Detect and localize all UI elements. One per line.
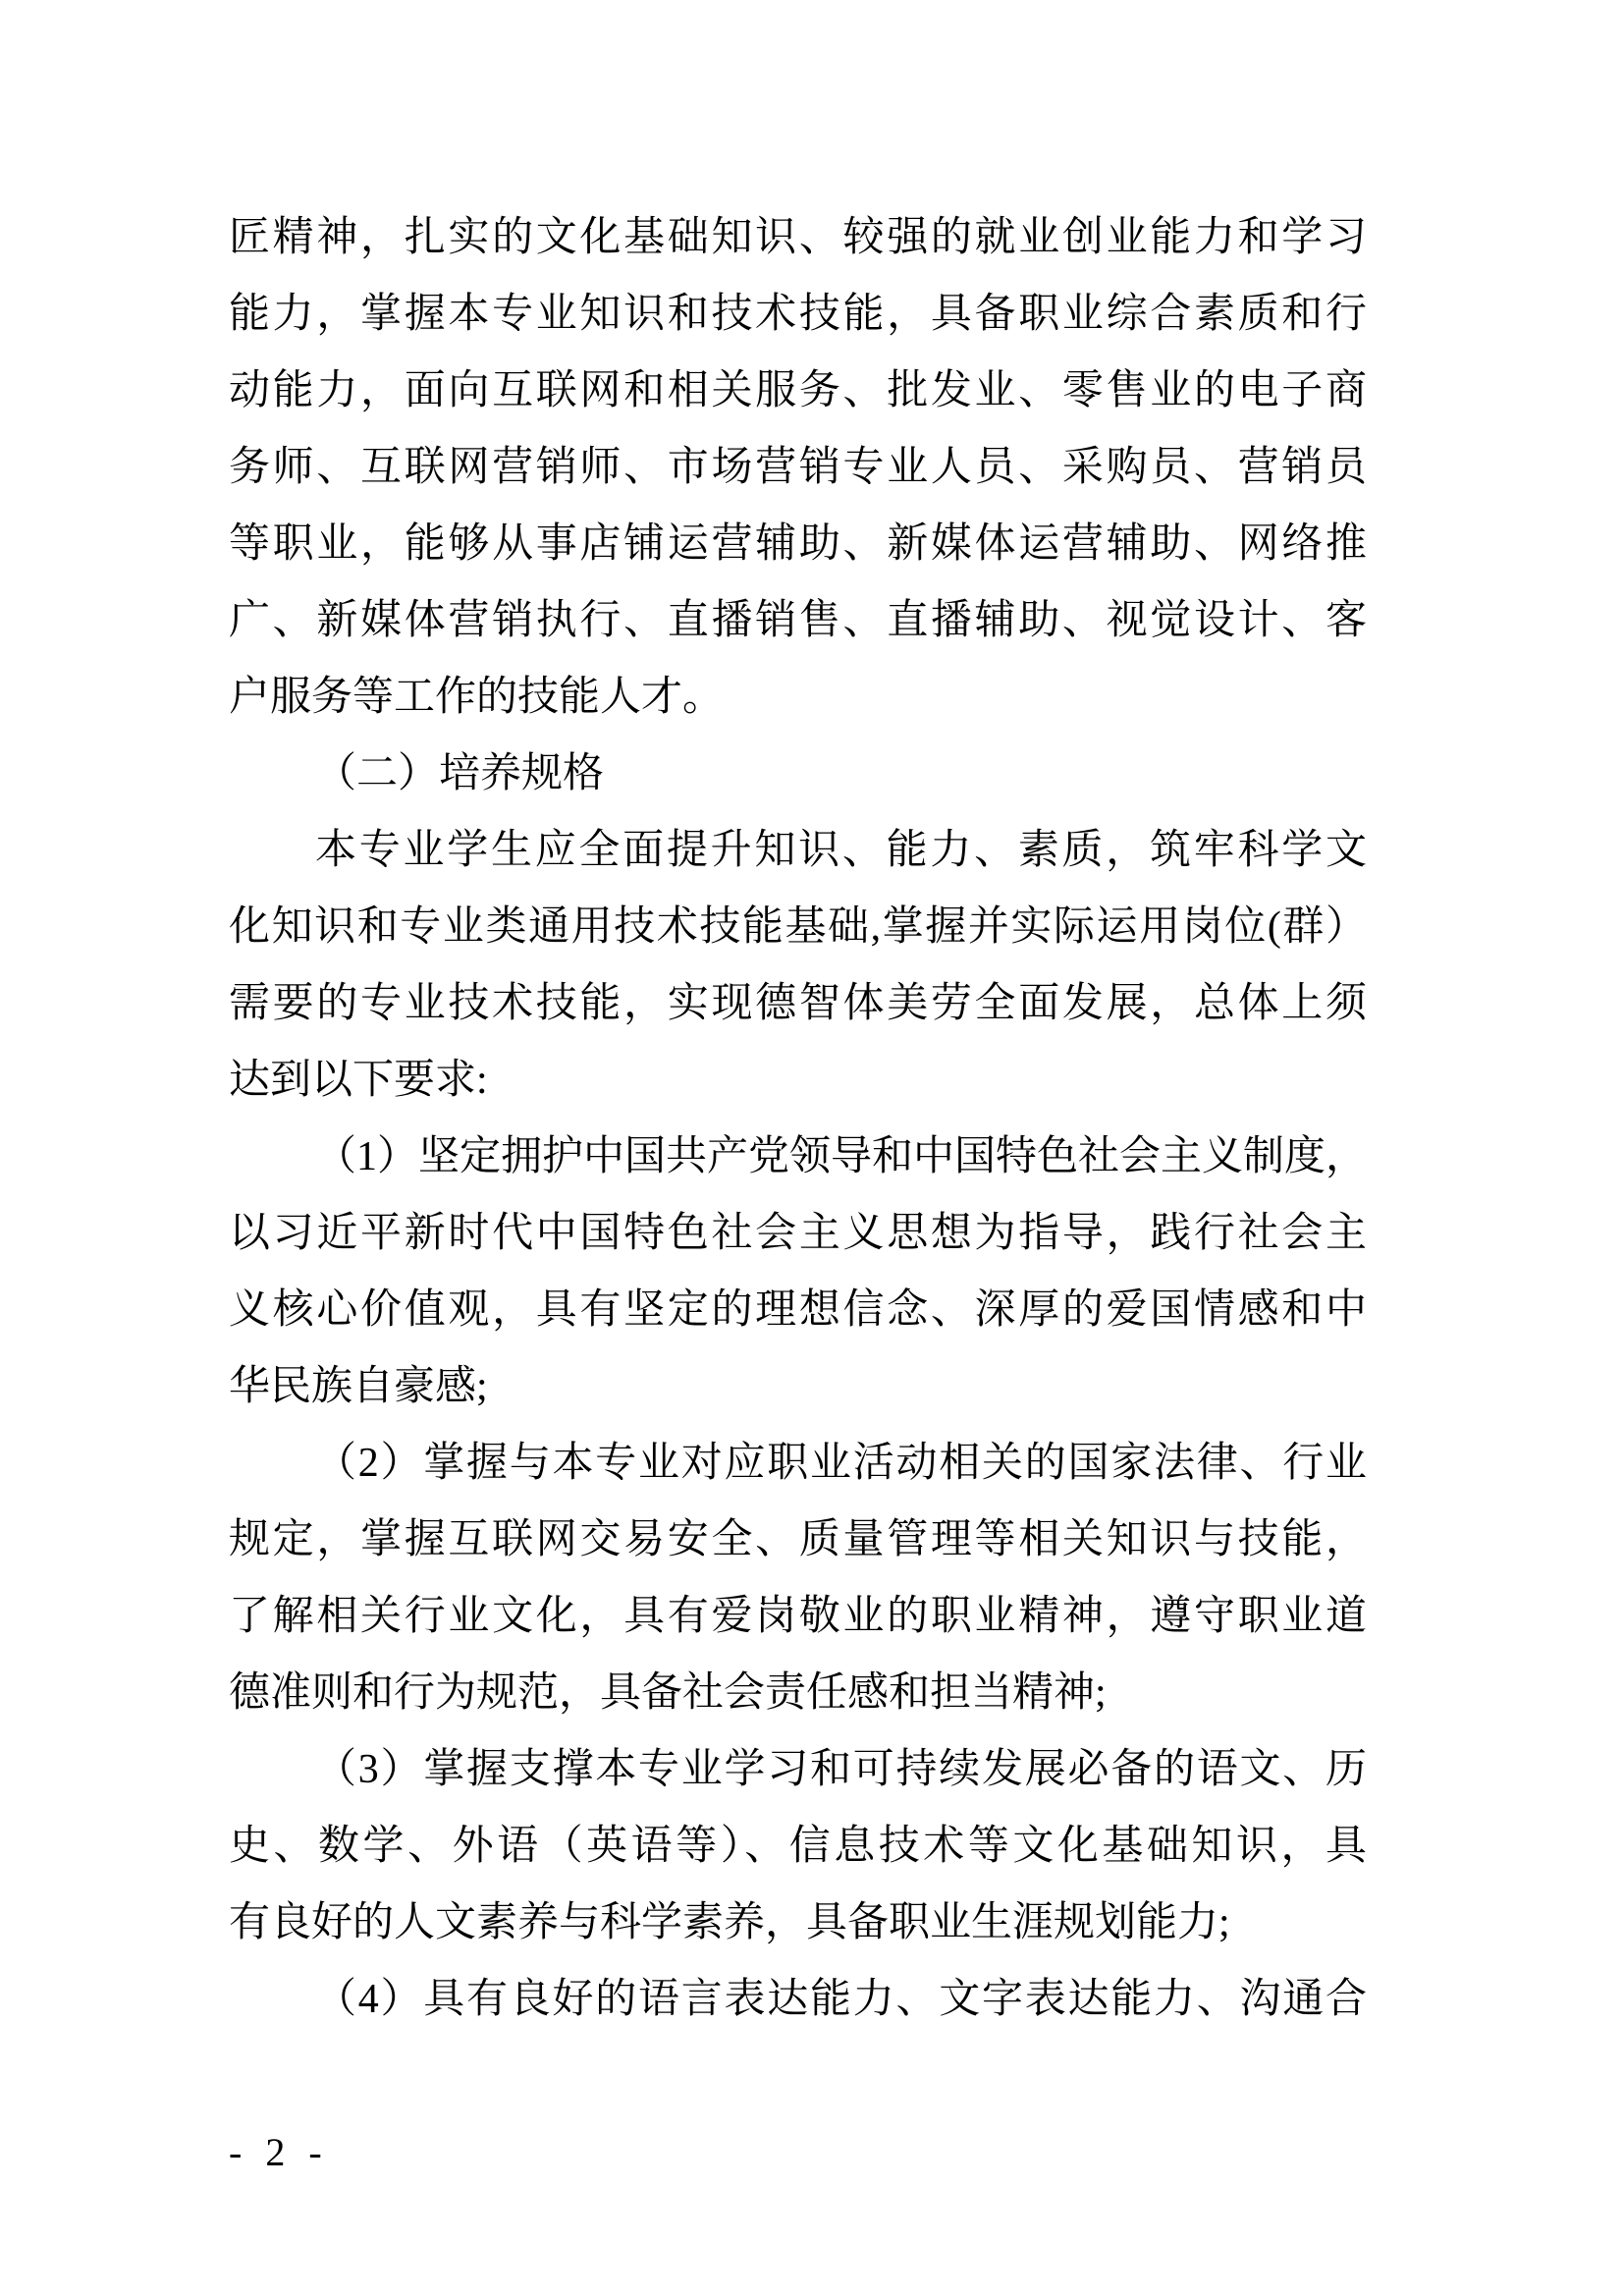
- text-line: 能力，掌握本专业知识和技术技能，具备职业综合素质和行: [229, 292, 1367, 337]
- text-line: （3）掌握支撑本专业学习和可持续发展必备的语文、历: [315, 1747, 1367, 1792]
- text-line: 广、新媒体营销执行、直播销售、直播辅助、视觉设计、客: [229, 598, 1367, 643]
- text-line: 以习近平新时代中国特色社会主义思想为指导，践行社会主: [229, 1211, 1367, 1256]
- text-block: [229, 199, 1367, 2038]
- text-line: 有良好的人文素养与科学素养，具备职业生涯规划能力;: [229, 1900, 1230, 1945]
- text-line: 动能力，面向互联网和相关服务、批发业、零售业的电子商: [229, 368, 1367, 413]
- text-line: 史、数学、外语（英语等）、信息技术等文化基础知识，具: [229, 1824, 1367, 1869]
- text-line: 华民族自豪感;: [229, 1364, 488, 1409]
- text-line: 需要的专业技术技能，实现德智体美劳全面发展，总体上须: [229, 981, 1367, 1026]
- text-line: 规定，掌握互联网交易安全、质量管理等相关知识与技能，: [229, 1517, 1367, 1562]
- page-number: - 2 -: [229, 2130, 329, 2174]
- text-line: 化知识和专业类通用技术技能基础,掌握并实际运用岗位(群）: [229, 904, 1367, 950]
- text-line: （1）坚定拥护中国共产党领导和中国特色社会主义制度，: [315, 1134, 1367, 1179]
- text-line: （2）掌握与本专业对应职业活动相关的国家法律、行业: [315, 1441, 1367, 1486]
- text-line: （4）具有良好的语言表达能力、文字表达能力、沟通合: [315, 1977, 1367, 2022]
- text-line: 义核心价值观，具有坚定的理想信念、深厚的爱国情感和中: [229, 1287, 1367, 1333]
- text-line: 务师、互联网营销师、市场营销专业人员、采购员、营销员: [229, 445, 1367, 490]
- text-line: 匠精神，扎实的文化基础知识、较强的就业创业能力和学习: [229, 215, 1367, 260]
- text-line: 本专业学生应全面提升知识、能力、素质，筑牢科学文: [315, 828, 1367, 873]
- section-heading: （二）培养规格: [315, 751, 605, 796]
- text-line: 达到以下要求:: [229, 1058, 488, 1103]
- text-line: 了解相关行业文化，具有爱岗敬业的职业精神，遵守职业道: [229, 1594, 1367, 1639]
- text-line: 户服务等工作的技能人才。: [229, 675, 725, 720]
- text-line: 德准则和行为规范，具备社会责任感和担当精神;: [229, 1670, 1107, 1716]
- text-line: 等职业，能够从事店铺运营辅助、新媒体运营辅助、网络推: [229, 521, 1367, 567]
